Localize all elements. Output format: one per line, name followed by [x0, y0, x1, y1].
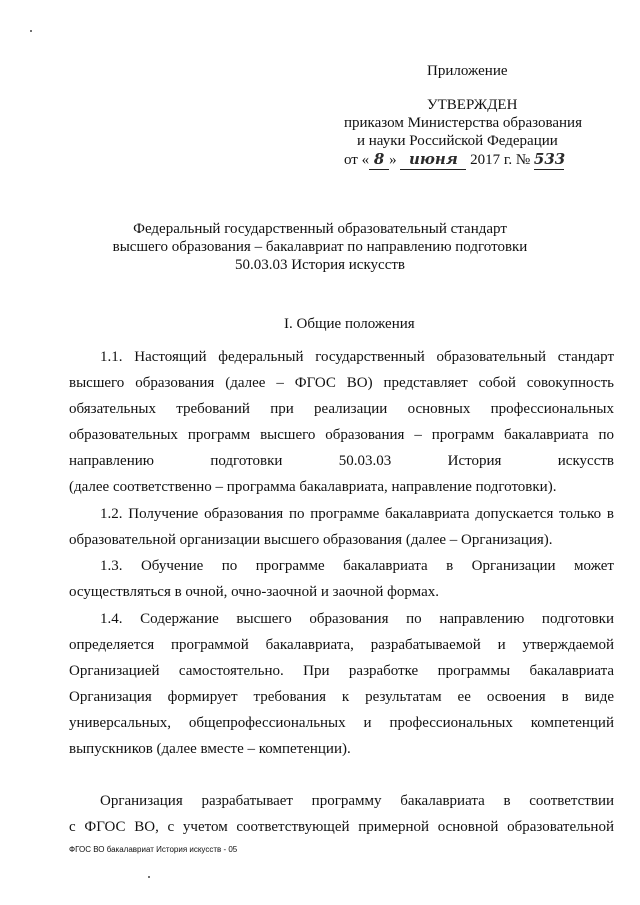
- p3-line-2: осуществляться в очной, очно-заочной и заочной формах.: [69, 584, 439, 600]
- approved-label: УТВЕРЖДЕН: [427, 97, 518, 113]
- p2-line-2: образовательной организации высшего образования (далее – Организация).: [69, 532, 553, 548]
- p1-line-3: обязательных требований при реализации основных профессиональных: [69, 401, 614, 417]
- title-line-2: высшего образования – бакалавриат по направлению подготовки: [112, 239, 528, 255]
- appendix-label: Приложение: [427, 63, 508, 79]
- p1-line-4: образовательных программ высшего образования – программ бакалавриата по: [69, 427, 614, 443]
- order-line-2: и науки Российской Федерации: [357, 133, 558, 149]
- p4-line-5: универсальных, общепрофессиональных и профессиональных компетенций: [69, 715, 614, 731]
- order-date-line: [344, 150, 564, 170]
- p1-line-5: направлению подготовки 50.03.03 История искусств: [69, 453, 614, 469]
- footer-text: ФГОС ВО бакалавриат История искусств - 05: [69, 845, 238, 854]
- date-day-handwritten: 8: [373, 150, 385, 168]
- section-heading: I. Общие положения: [284, 316, 415, 332]
- date-year: 2017 г. №: [470, 152, 531, 168]
- p3-line-1: 1.3. Обучение по программе бакалавриата в Организации может: [100, 558, 614, 574]
- p4-line-3: Организацией самостоятельно. При разработке программы бакалавриата: [69, 663, 614, 679]
- date-mid: »: [389, 152, 397, 168]
- order-line-1: приказом Министерства образования: [344, 115, 582, 131]
- p1-line-1: 1.1. Настоящий федеральный государственный образовательный стандарт: [100, 349, 614, 365]
- p1-line-6: (далее соответственно – программа бакалавриата, направление подготовки).: [69, 479, 557, 495]
- date-prefix: от «: [344, 152, 370, 168]
- p4-line-4: Организация формирует требования к результатам ее освоения в виде: [69, 689, 614, 705]
- p4-line-1: 1.4. Содержание высшего образования по направлению подготовки: [100, 611, 614, 627]
- scan-speck: [148, 876, 150, 878]
- p1-line-2: высшего образования (далее – ФГОС ВО) представляет собой совокупность: [69, 375, 614, 391]
- title-line-3: 50.03.03 История искусств: [235, 257, 405, 273]
- p5-line-1: Организация разрабатывает программу бакалавриата в соответствии: [100, 793, 614, 809]
- p5-line-2: с ФГОС ВО, с учетом соответствующей примерной основной образовательной: [69, 819, 614, 835]
- p4-line-2: определяется программой бакалавриата, разрабатываемой и утверждаемой: [69, 637, 614, 653]
- scan-speck: [30, 30, 32, 32]
- p2-line-1: 1.2. Получение образования по программе бакалавриата допускается только в: [100, 506, 614, 522]
- date-month-handwritten: июня: [408, 150, 458, 168]
- title-line-1: Федеральный государственный образовательный стандарт: [133, 221, 507, 237]
- p4-line-6: выпускников (далее вместе – компетенции).: [69, 741, 351, 757]
- order-number-handwritten: 533: [533, 150, 566, 168]
